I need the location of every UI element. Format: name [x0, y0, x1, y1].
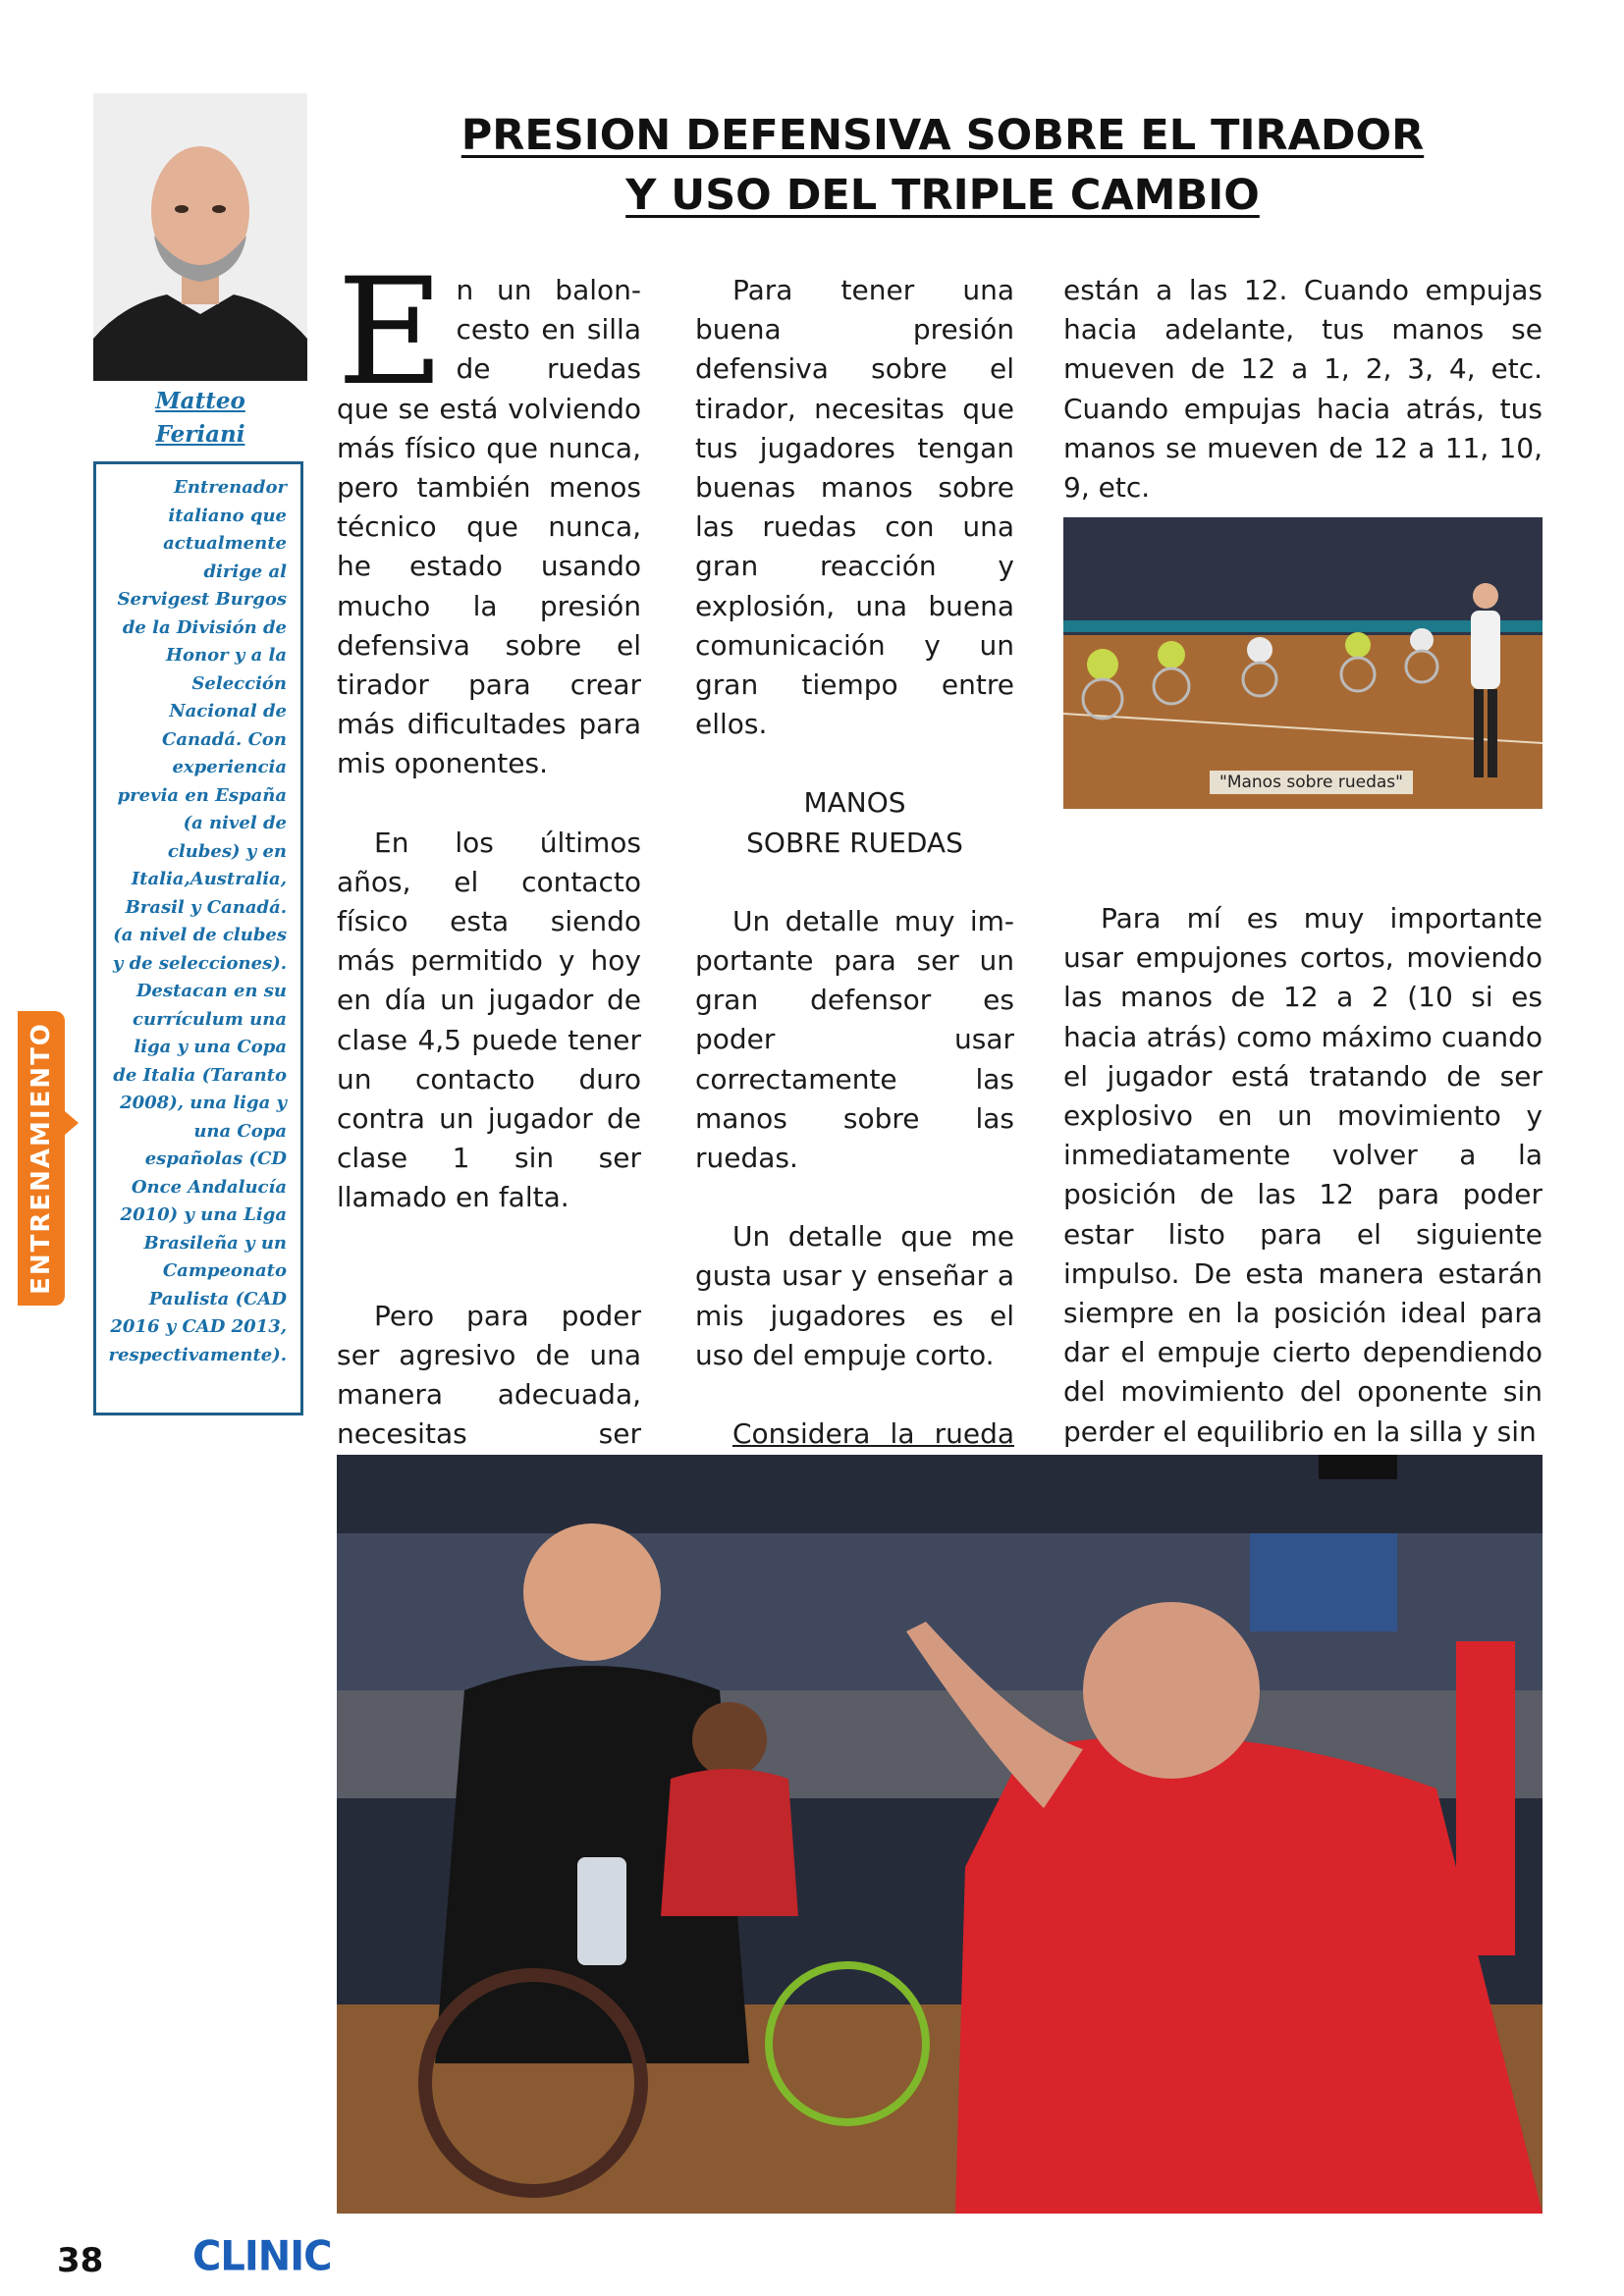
paragraph: Pero para poder ser agresivo de una manera adecuada, necesitas ser	[337, 1299, 641, 1451]
photo-caption: "Manos sobre ruedas"	[1210, 771, 1413, 794]
magazine-logo: CLINIC	[192, 2232, 332, 2281]
author-bio-box	[93, 461, 303, 1415]
paragraph: Para tener una buena presión defensiva sobre el tirador, necesitas que tus jugadores tengan buenas manos sobre las ruedas con una gran reacción y explosión, una buena comunicación y un gran tiempo entre ellos.	[695, 274, 1014, 741]
author-first-name: Matteo	[155, 388, 245, 414]
paragraph: Un detalle que me gusta usar y enseñar a mis jugadores es el uso del empuje corto.	[695, 1220, 1014, 1371]
article-column-3	[1063, 271, 1543, 507]
subheading-line-2: SOBRE RUEDAS	[746, 826, 963, 859]
author-name	[93, 385, 307, 452]
section-label: ENTRENAMIENTO	[27, 1022, 56, 1295]
underlined-phrase: Considera la rueda	[732, 1417, 1014, 1451]
article-column-3-continued	[1063, 899, 1543, 1452]
article-title	[334, 106, 1551, 226]
page-number: 38	[57, 2241, 104, 2280]
main-photo	[337, 1455, 1543, 2214]
paragraph: están a las 12. Cuando empujas hacia adelante, tus manos se mueven de 12 a 1, 2, 3, 4, etc. Cuando empujas hacia atrás, tus manos se mueven de 12 a 11, 10, 9, etc.	[1063, 274, 1543, 505]
paragraph: Un detalle muy importante para ser un gran defensor es poder usar correctamente las manos sobre las ruedas.	[695, 904, 1014, 1175]
training-photo	[1063, 517, 1543, 809]
subheading-line-1: MANOS	[803, 786, 906, 820]
article-column-1	[337, 247, 641, 1533]
author-last-name: Feriani	[155, 421, 245, 448]
paragraph-text: n un baloncesto en silla de ruedas que se está volviendo más físico que nunca, pero también menos técnico que nunca, he estado usando mucho la presión defensiva sobre el tirador para crear más dificultades para mis oponentes.	[337, 274, 641, 780]
title-line-2: Y USO DEL TRIPLE CAMBIO	[625, 171, 1260, 220]
paragraph	[337, 247, 641, 784]
paragraph: Para mí es muy importante usar empujones cortos, moviendo las manos de 12 a 2 (10 si es hacia atrás) como máximo cuando el jugador está tratando de ser explosivo en un movimiento y inmediatamente volver a la posición de las 12 para poder estar listo para el siguiente impulso. De esta manera estarán siempre en la posición ideal para dar el empuje cierto dependiendo del movimiento del oponente sin perder el equilibrio en la silla y sin	[1063, 902, 1543, 1448]
article-column-2	[695, 271, 1014, 1533]
author-portrait	[93, 93, 307, 381]
author-bio: Entrenador italiano que actualmente dirige al Servigest Burgos de la División de Honor y a la Selección Nacional de Canadá. Con experiencia previa en España (a nivel de clubes) y en Italia,Australia, Brasil y Canadá. (a nivel de clubes y de selecciones). Destacan en su currículum una liga y una Copa de Italia (Taranto 2008), una liga y una Copa españolas (CD Once Andalucía 2010) y una Liga Brasileña y un Campeonato Paulista (CAD 2016 y CAD 2013, respectivamente).	[108, 477, 287, 1365]
title-line-1: PRESION DEFENSIVA SOBRE EL TIRADOR	[460, 111, 1425, 160]
drop-cap: E	[337, 247, 445, 418]
subheading	[695, 783, 1014, 862]
paragraph: En los últimos años, el contacto físico esta siendo más permitido y hoy en día un jugador de clase 4,5 puede tener un contacto duro contra un jugador de clase 1 sin ser llamado en falta.	[337, 826, 641, 1214]
